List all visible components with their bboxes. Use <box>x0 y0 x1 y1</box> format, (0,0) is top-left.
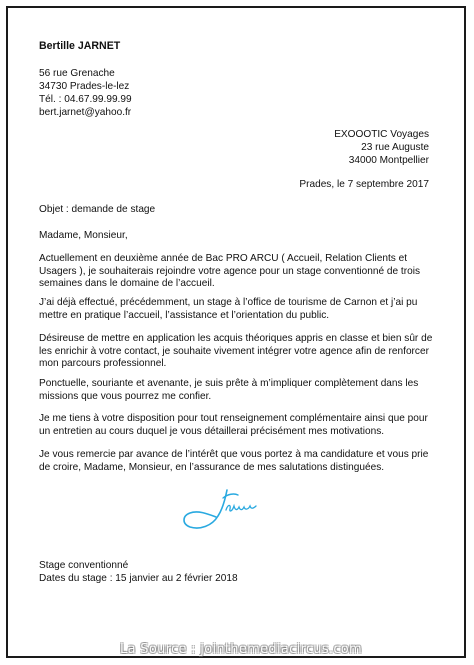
letter-subject: Objet : demande de stage <box>39 204 156 215</box>
paragraph-line: Désireuse de mettre en application les acquis théoriques appris en classe et bien sûr de <box>39 333 433 344</box>
sender-city: 34730 Prades-le-lez <box>39 81 130 92</box>
sender-name: Bertille JARNET <box>39 40 121 52</box>
recipient-city: 34000 Montpellier <box>348 155 429 166</box>
paragraph <box>39 378 418 403</box>
paragraph-line: mon parcours professionnel. <box>39 358 167 370</box>
paragraph-line: J’ai déjà effectué, précédemment, un stage à l’office de tourisme de Carnon et j’ai pu <box>39 297 418 308</box>
signature-icon <box>178 486 258 534</box>
paragraph-line: les enrichir à votre contact, je souhaite vivement intégrer votre agence afin de renforcer <box>39 345 429 357</box>
paragraph-line: Actuellement en deuxième année de Bac PRO ARCU ( Accueil, Relation Clients et <box>39 253 408 264</box>
recipient-street: 23 rue Auguste <box>361 142 429 153</box>
recipient-company: EXOOOTIC Voyages <box>334 129 429 140</box>
paragraph-line: Je vous remercie par avance de l’intérêt que vous portez à ma candidature et vous prie <box>39 449 429 460</box>
place-date: Prades, le 7 septembre 2017 <box>299 179 429 190</box>
sender-street: 56 rue Grenache <box>39 68 115 79</box>
paragraph <box>39 253 420 291</box>
paragraph-line: semaines dans le domaine de l’accueil. <box>39 278 215 290</box>
source-watermark: La Source : jointhemediacircus.com <box>120 642 362 657</box>
sender-email: bert.jarnet@yahoo.fr <box>39 107 132 118</box>
paragraph-line: Usagers ), je souhaiterais rejoindre votre agence pour un stage conventionné de trois <box>39 265 420 277</box>
paragraph-line: Je me tiens à votre disposition pour tout renseignement complémentaire ainsi que pour <box>39 413 428 424</box>
salutation: Madame, Monsieur, <box>39 230 128 241</box>
paragraph-line: mettre en pratique l’accueil, l’assistance et l’orientation du public. <box>39 309 330 321</box>
stage-dates: Dates du stage : 15 janvier au 2 février 2018 <box>39 573 238 584</box>
stage-type: Stage conventionné <box>39 560 129 571</box>
paragraph-line: Ponctuelle, souriante et avenante, je suis prête à m’impliquer complètement dans les <box>39 378 419 389</box>
paragraph-line: de croire, Madame, Monsieur, en l’assurance de mes salutations distinguées. <box>39 461 385 473</box>
paragraph <box>39 297 417 322</box>
paragraph <box>39 413 428 438</box>
paragraph <box>39 333 432 371</box>
paragraph <box>39 449 428 474</box>
paragraph-line: un entretien au cours duquel je vous détaillerai précisément mes motivations. <box>39 425 385 437</box>
paragraph-line: missions que vous pourrez me confier. <box>39 390 212 402</box>
sender-phone: Tél. : 04.67.99.99.99 <box>39 94 132 105</box>
